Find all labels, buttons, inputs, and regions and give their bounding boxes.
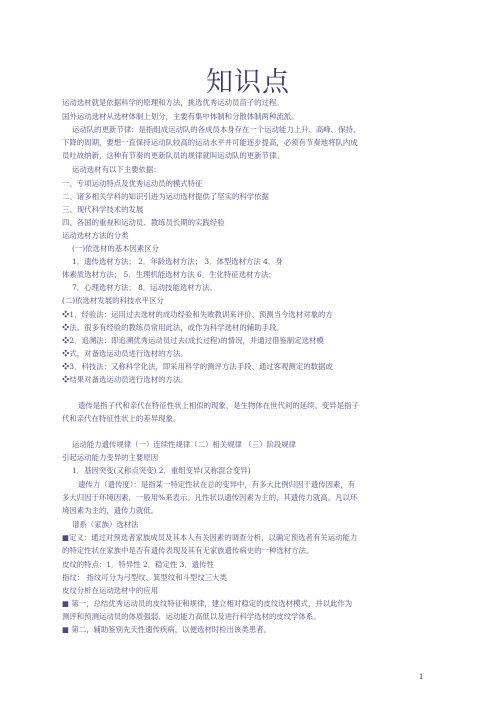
text-line: ❖结果对备选运动员进行选材的方法。 — [62, 375, 188, 384]
text-line: 运动选材就是依据科学的原理和方法，挑选优秀运动员苗子的过程。 — [62, 98, 284, 107]
text-line: 下降的周期，要想一直保持运动队较高的运动水平并可能逐步提高，必须有节奏地将队内成 — [62, 138, 358, 147]
text-line: 境因素为主的，遗传力就低。 — [62, 506, 159, 515]
text-line: 1．遗传选材方法； 2．年龄选材方法； 3．体型选材方法 4．身 — [72, 257, 283, 266]
text-line: 一、专项运动特点及优秀运动员的模式特征 — [62, 179, 203, 188]
text-line: 的特定性状在家族中是否有遗传表现及其有无家族遗传病史的一种选材方法。 — [62, 546, 314, 555]
text-line: ❖2．追溯法：即追溯优秀运动员过去(成长过程)的情况，并通过借鉴制定选材模 — [62, 336, 324, 345]
text-line: 四、各国的重视和运动员、教练员长期的实践经验 — [62, 218, 225, 227]
text-line: ❖法。很多有经验的教练员常用此法，或作为科学选材的辅助手段。 — [62, 323, 284, 332]
text-line: 三、现代科学技术的发展 — [62, 205, 144, 214]
text-line: 运动选材有以下主要依据： — [72, 165, 161, 174]
text-line: 运动队的更新节律：是指组成运动队的各成员本身存在一个运动能力上升、高峰、保持、 — [72, 125, 361, 134]
text-line: 1．基因突变(又称点突变) 2．重组变异(又称混合变异) — [72, 466, 251, 475]
text-line: 代和亲代在特征性状上的差异现象。 — [62, 414, 181, 423]
text-line: 指纹： 指纹可分为弓型纹、箕型纹和斗型纹三大类 — [62, 573, 227, 582]
text-line: 皮纹分析在运动选材中的应用 — [62, 586, 159, 595]
text-line: ■定义：通过对预选者家族成员及其本人有关因素的调查分析，以确定预选者有关运动能力 — [62, 533, 358, 542]
text-line: ❖1．经验法：运用过去选材的成功经验和失败教训来评价、预测当今选材对象的方 — [62, 310, 333, 319]
text-line: 运动选材方法的分类 — [62, 231, 129, 240]
text-line: 二、诸多相关学科的知识引进为运动选材提供了坚实的科学依据 — [62, 192, 269, 201]
text-line: 体素质选材方法； 5．生理机能选材方法 6．生化特征选材方法； — [62, 270, 276, 279]
text-line: 遗传是指子代和亲代在特征性状上相似的现象，是生物体在世代间的延续。变异是指子 — [78, 401, 359, 410]
text-line: (二)依选材发展的科技水平区分 — [62, 296, 164, 305]
page-number: 1 — [419, 673, 424, 681]
text-line: 运动能力遗传规律（一）连续性规律（二）相关规律 （三）阶段规律 — [72, 440, 297, 449]
text-line: ■ 第二，辅助鉴别先天性遗传疾病，以便选材时检出该类患者。 — [62, 625, 271, 634]
text-line: 引起运动能力变异的主要原因 — [62, 453, 159, 462]
text-line: 员吐故纳新，这种有节奏的更新队员的规律就叫运动队的更新节律。 — [62, 151, 284, 160]
text-line: 测评和预测运动员的体质强弱、运动能力高低以及进行科学选材的皮纹学体系。 — [62, 612, 321, 621]
text-line: ❖3．科技法：又称科学化法，即采用科学的测评方法手段、通过客观测定的数据或 — [62, 362, 333, 371]
text-line: 皮纹的特点：1．特异性 2．稳定性 3．遗传性 — [62, 560, 214, 569]
text-line: 多大归因于环境因素，一般用%来表示。凡性状以遗传因素为主的，其遗传力就高。凡以环 — [62, 493, 358, 502]
text-line: 谱系（家族）选材法 — [72, 520, 139, 529]
text-line: ■ 第一，总结优秀运动员的皮纹特征和规律，建立相对稳定的皮纹选材模式，并以此作为 — [62, 599, 353, 608]
text-line: (一)依选材的基本因素区分 — [72, 244, 160, 253]
text-line: 国外运动选材从选材体制上划分，主要有集中体制和分散体制两种流派。 — [62, 112, 299, 121]
text-line: 7．心理选材方法； 8．运动技能选材方法。 — [72, 283, 217, 292]
text-line: 遗传力（遗传度）：是指某一特定性状在总的变异中，有多大比例归因于遗传因素，有 — [78, 480, 356, 489]
text-line: ❖式，对备选运动员进行选材的方法。 — [62, 349, 188, 358]
page-title: 知识点 — [206, 67, 290, 98]
